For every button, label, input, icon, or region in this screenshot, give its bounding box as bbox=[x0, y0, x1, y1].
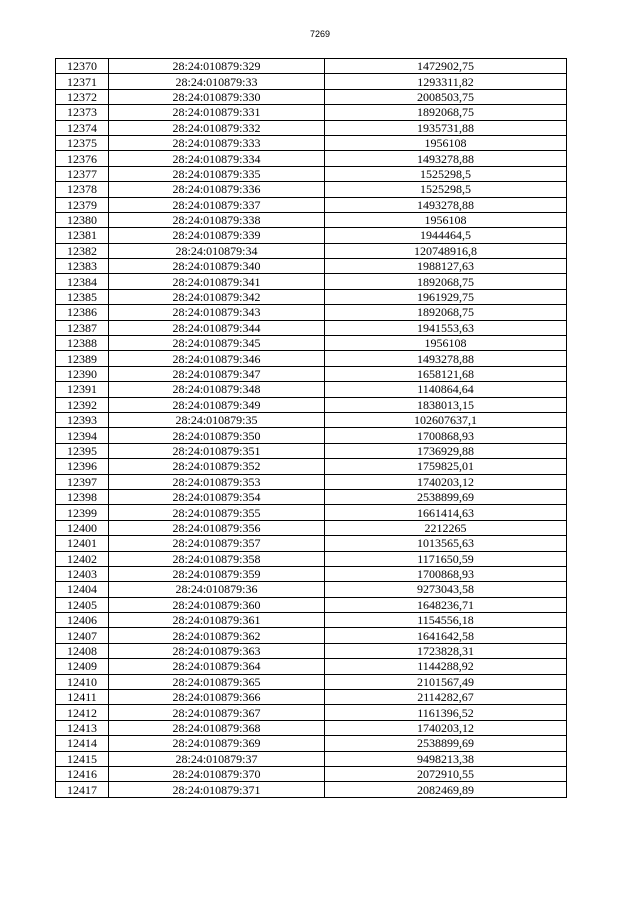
cadastral-number-cell: 28:24:010879:332 bbox=[109, 120, 325, 135]
row-number-cell: 12387 bbox=[56, 320, 109, 335]
table-row bbox=[56, 274, 567, 289]
table-row bbox=[56, 305, 567, 320]
row-number-cell: 12384 bbox=[56, 274, 109, 289]
cadastral-value-table bbox=[55, 58, 567, 798]
row-number-cell: 12379 bbox=[56, 197, 109, 212]
row-number-cell: 12392 bbox=[56, 397, 109, 412]
row-number-cell: 12400 bbox=[56, 520, 109, 535]
row-number-cell: 12417 bbox=[56, 782, 109, 797]
cadastral-number-cell: 28:24:010879:35 bbox=[109, 412, 325, 427]
cadastral-value-cell: 1740203,12 bbox=[325, 720, 567, 735]
row-number-cell: 12376 bbox=[56, 151, 109, 166]
table-row bbox=[56, 628, 567, 643]
cadastral-number-cell: 28:24:010879:34 bbox=[109, 243, 325, 258]
cadastral-number-cell: 28:24:010879:345 bbox=[109, 336, 325, 351]
table-row bbox=[56, 613, 567, 628]
table-row bbox=[56, 135, 567, 150]
row-number-cell: 12410 bbox=[56, 674, 109, 689]
cadastral-value-cell: 1700868,93 bbox=[325, 428, 567, 443]
cadastral-number-cell: 28:24:010879:348 bbox=[109, 382, 325, 397]
table-row bbox=[56, 197, 567, 212]
table-row bbox=[56, 397, 567, 412]
cadastral-number-cell: 28:24:010879:360 bbox=[109, 597, 325, 612]
cadastral-number-cell: 28:24:010879:369 bbox=[109, 736, 325, 751]
table-row bbox=[56, 120, 567, 135]
table-row bbox=[56, 520, 567, 535]
cadastral-value-cell: 1493278,88 bbox=[325, 197, 567, 212]
cadastral-number-cell: 28:24:010879:335 bbox=[109, 166, 325, 181]
table-row bbox=[56, 74, 567, 89]
table-row bbox=[56, 182, 567, 197]
table-row bbox=[56, 259, 567, 274]
cadastral-value-cell: 1661414,63 bbox=[325, 505, 567, 520]
table-row bbox=[56, 59, 567, 74]
row-number-cell: 12403 bbox=[56, 566, 109, 581]
table-body bbox=[56, 59, 567, 798]
row-number-cell: 12383 bbox=[56, 259, 109, 274]
cadastral-value-cell: 1648236,71 bbox=[325, 597, 567, 612]
row-number-cell: 12388 bbox=[56, 336, 109, 351]
cadastral-value-cell: 1956108 bbox=[325, 336, 567, 351]
cadastral-value-cell: 2538899,69 bbox=[325, 489, 567, 504]
cadastral-number-cell: 28:24:010879:338 bbox=[109, 212, 325, 227]
cadastral-number-cell: 28:24:010879:346 bbox=[109, 351, 325, 366]
cadastral-number-cell: 28:24:010879:329 bbox=[109, 59, 325, 74]
cadastral-value-cell: 2082469,89 bbox=[325, 782, 567, 797]
cadastral-value-cell: 1293311,82 bbox=[325, 74, 567, 89]
cadastral-value-cell: 2114282,67 bbox=[325, 690, 567, 705]
cadastral-number-cell: 28:24:010879:339 bbox=[109, 228, 325, 243]
cadastral-value-cell: 1658121,68 bbox=[325, 366, 567, 381]
row-number-cell: 12389 bbox=[56, 351, 109, 366]
table-row bbox=[56, 166, 567, 181]
table-row bbox=[56, 782, 567, 797]
cadastral-value-cell: 1956108 bbox=[325, 135, 567, 150]
cadastral-value-cell: 9273043,58 bbox=[325, 582, 567, 597]
cadastral-number-cell: 28:24:010879:368 bbox=[109, 720, 325, 735]
row-number-cell: 12375 bbox=[56, 135, 109, 150]
table-row bbox=[56, 736, 567, 751]
table-row bbox=[56, 151, 567, 166]
cadastral-value-cell: 1759825,01 bbox=[325, 459, 567, 474]
row-number-cell: 12399 bbox=[56, 505, 109, 520]
cadastral-number-cell: 28:24:010879:351 bbox=[109, 443, 325, 458]
cadastral-value-cell: 1723828,31 bbox=[325, 643, 567, 658]
cadastral-number-cell: 28:24:010879:361 bbox=[109, 613, 325, 628]
cadastral-number-cell: 28:24:010879:330 bbox=[109, 89, 325, 104]
cadastral-value-cell: 1892068,75 bbox=[325, 305, 567, 320]
row-number-cell: 12402 bbox=[56, 551, 109, 566]
cadastral-value-cell: 1941553,63 bbox=[325, 320, 567, 335]
cadastral-value-cell: 2101567,49 bbox=[325, 674, 567, 689]
cadastral-value-cell: 1935731,88 bbox=[325, 120, 567, 135]
row-number-cell: 12373 bbox=[56, 105, 109, 120]
table-row bbox=[56, 705, 567, 720]
row-number-cell: 12411 bbox=[56, 690, 109, 705]
cadastral-value-cell: 2212265 bbox=[325, 520, 567, 535]
row-number-cell: 12372 bbox=[56, 89, 109, 104]
table-row bbox=[56, 351, 567, 366]
table-row bbox=[56, 489, 567, 504]
row-number-cell: 12412 bbox=[56, 705, 109, 720]
table-row bbox=[56, 674, 567, 689]
table-row bbox=[56, 505, 567, 520]
cadastral-number-cell: 28:24:010879:336 bbox=[109, 182, 325, 197]
table-row bbox=[56, 536, 567, 551]
cadastral-number-cell: 28:24:010879:344 bbox=[109, 320, 325, 335]
cadastral-value-cell: 1493278,88 bbox=[325, 351, 567, 366]
cadastral-value-cell: 1892068,75 bbox=[325, 105, 567, 120]
table-row bbox=[56, 212, 567, 227]
row-number-cell: 12406 bbox=[56, 613, 109, 628]
row-number-cell: 12409 bbox=[56, 659, 109, 674]
cadastral-value-cell: 1961929,75 bbox=[325, 289, 567, 304]
table-row bbox=[56, 412, 567, 427]
table-row bbox=[56, 443, 567, 458]
row-number-cell: 12397 bbox=[56, 474, 109, 489]
cadastral-number-cell: 28:24:010879:347 bbox=[109, 366, 325, 381]
table-row bbox=[56, 720, 567, 735]
cadastral-number-cell: 28:24:010879:349 bbox=[109, 397, 325, 412]
table-row bbox=[56, 766, 567, 781]
table-row bbox=[56, 751, 567, 766]
row-number-cell: 12413 bbox=[56, 720, 109, 735]
cadastral-number-cell: 28:24:010879:337 bbox=[109, 197, 325, 212]
row-number-cell: 12391 bbox=[56, 382, 109, 397]
cadastral-number-cell: 28:24:010879:357 bbox=[109, 536, 325, 551]
row-number-cell: 12378 bbox=[56, 182, 109, 197]
table-row bbox=[56, 474, 567, 489]
cadastral-number-cell: 28:24:010879:362 bbox=[109, 628, 325, 643]
cadastral-value-cell: 1161396,52 bbox=[325, 705, 567, 720]
table-row bbox=[56, 382, 567, 397]
table-row bbox=[56, 243, 567, 258]
cadastral-value-cell: 1641642,58 bbox=[325, 628, 567, 643]
cadastral-value-cell: 1171650,59 bbox=[325, 551, 567, 566]
row-number-cell: 12370 bbox=[56, 59, 109, 74]
table-row bbox=[56, 659, 567, 674]
cadastral-value-cell: 1892068,75 bbox=[325, 274, 567, 289]
row-number-cell: 12405 bbox=[56, 597, 109, 612]
cadastral-value-cell: 1140864,64 bbox=[325, 382, 567, 397]
cadastral-value-cell: 1154556,18 bbox=[325, 613, 567, 628]
row-number-cell: 12371 bbox=[56, 74, 109, 89]
cadastral-value-cell: 9498213,38 bbox=[325, 751, 567, 766]
table-row bbox=[56, 690, 567, 705]
cadastral-number-cell: 28:24:010879:342 bbox=[109, 289, 325, 304]
row-number-cell: 12408 bbox=[56, 643, 109, 658]
row-number-cell: 12416 bbox=[56, 766, 109, 781]
cadastral-value-cell: 1838013,15 bbox=[325, 397, 567, 412]
cadastral-number-cell: 28:24:010879:364 bbox=[109, 659, 325, 674]
row-number-cell: 12374 bbox=[56, 120, 109, 135]
cadastral-value-cell: 1493278,88 bbox=[325, 151, 567, 166]
cadastral-number-cell: 28:24:010879:341 bbox=[109, 274, 325, 289]
table-row bbox=[56, 643, 567, 658]
cadastral-number-cell: 28:24:010879:37 bbox=[109, 751, 325, 766]
row-number-cell: 12386 bbox=[56, 305, 109, 320]
row-number-cell: 12398 bbox=[56, 489, 109, 504]
cadastral-value-cell: 1525298,5 bbox=[325, 182, 567, 197]
table-row bbox=[56, 597, 567, 612]
table-row bbox=[56, 459, 567, 474]
cadastral-number-cell: 28:24:010879:356 bbox=[109, 520, 325, 535]
cadastral-number-cell: 28:24:010879:33 bbox=[109, 74, 325, 89]
row-number-cell: 12381 bbox=[56, 228, 109, 243]
row-number-cell: 12377 bbox=[56, 166, 109, 181]
row-number-cell: 12385 bbox=[56, 289, 109, 304]
cadastral-number-cell: 28:24:010879:36 bbox=[109, 582, 325, 597]
cadastral-value-cell: 102607637,1 bbox=[325, 412, 567, 427]
cadastral-number-cell: 28:24:010879:371 bbox=[109, 782, 325, 797]
table-row bbox=[56, 89, 567, 104]
table-row bbox=[56, 320, 567, 335]
cadastral-value-cell: 1013565,63 bbox=[325, 536, 567, 551]
cadastral-value-cell: 2008503,75 bbox=[325, 89, 567, 104]
cadastral-number-cell: 28:24:010879:340 bbox=[109, 259, 325, 274]
row-number-cell: 12382 bbox=[56, 243, 109, 258]
cadastral-value-cell: 1472902,75 bbox=[325, 59, 567, 74]
cadastral-value-cell: 1740203,12 bbox=[325, 474, 567, 489]
cadastral-value-cell: 120748916,8 bbox=[325, 243, 567, 258]
cadastral-value-cell: 1988127,63 bbox=[325, 259, 567, 274]
row-number-cell: 12393 bbox=[56, 412, 109, 427]
table-row bbox=[56, 366, 567, 381]
row-number-cell: 12395 bbox=[56, 443, 109, 458]
table-row bbox=[56, 105, 567, 120]
cadastral-value-cell: 2072910,55 bbox=[325, 766, 567, 781]
row-number-cell: 12394 bbox=[56, 428, 109, 443]
cadastral-number-cell: 28:24:010879:363 bbox=[109, 643, 325, 658]
table-row bbox=[56, 566, 567, 581]
cadastral-number-cell: 28:24:010879:354 bbox=[109, 489, 325, 504]
cadastral-number-cell: 28:24:010879:331 bbox=[109, 105, 325, 120]
cadastral-number-cell: 28:24:010879:334 bbox=[109, 151, 325, 166]
cadastral-number-cell: 28:24:010879:365 bbox=[109, 674, 325, 689]
table-row bbox=[56, 428, 567, 443]
cadastral-number-cell: 28:24:010879:366 bbox=[109, 690, 325, 705]
cadastral-number-cell: 28:24:010879:343 bbox=[109, 305, 325, 320]
cadastral-number-cell: 28:24:010879:367 bbox=[109, 705, 325, 720]
cadastral-value-cell: 1944464,5 bbox=[325, 228, 567, 243]
cadastral-number-cell: 28:24:010879:353 bbox=[109, 474, 325, 489]
table-row bbox=[56, 228, 567, 243]
row-number-cell: 12380 bbox=[56, 212, 109, 227]
row-number-cell: 12404 bbox=[56, 582, 109, 597]
cadastral-number-cell: 28:24:010879:359 bbox=[109, 566, 325, 581]
cadastral-number-cell: 28:24:010879:352 bbox=[109, 459, 325, 474]
row-number-cell: 12390 bbox=[56, 366, 109, 381]
cadastral-value-cell: 1700868,93 bbox=[325, 566, 567, 581]
row-number-cell: 12396 bbox=[56, 459, 109, 474]
row-number-cell: 12415 bbox=[56, 751, 109, 766]
cadastral-value-cell: 1736929,88 bbox=[325, 443, 567, 458]
cadastral-number-cell: 28:24:010879:350 bbox=[109, 428, 325, 443]
cadastral-number-cell: 28:24:010879:355 bbox=[109, 505, 325, 520]
table-row bbox=[56, 582, 567, 597]
cadastral-value-cell: 1956108 bbox=[325, 212, 567, 227]
table-row bbox=[56, 289, 567, 304]
cadastral-number-cell: 28:24:010879:333 bbox=[109, 135, 325, 150]
row-number-cell: 12407 bbox=[56, 628, 109, 643]
table-row bbox=[56, 336, 567, 351]
cadastral-value-cell: 1144288,92 bbox=[325, 659, 567, 674]
cadastral-number-cell: 28:24:010879:358 bbox=[109, 551, 325, 566]
row-number-cell: 12401 bbox=[56, 536, 109, 551]
cadastral-number-cell: 28:24:010879:370 bbox=[109, 766, 325, 781]
cadastral-value-cell: 2538899,69 bbox=[325, 736, 567, 751]
page-number: 7269 bbox=[309, 29, 331, 39]
cadastral-value-cell: 1525298,5 bbox=[325, 166, 567, 181]
table-row bbox=[56, 551, 567, 566]
row-number-cell: 12414 bbox=[56, 736, 109, 751]
